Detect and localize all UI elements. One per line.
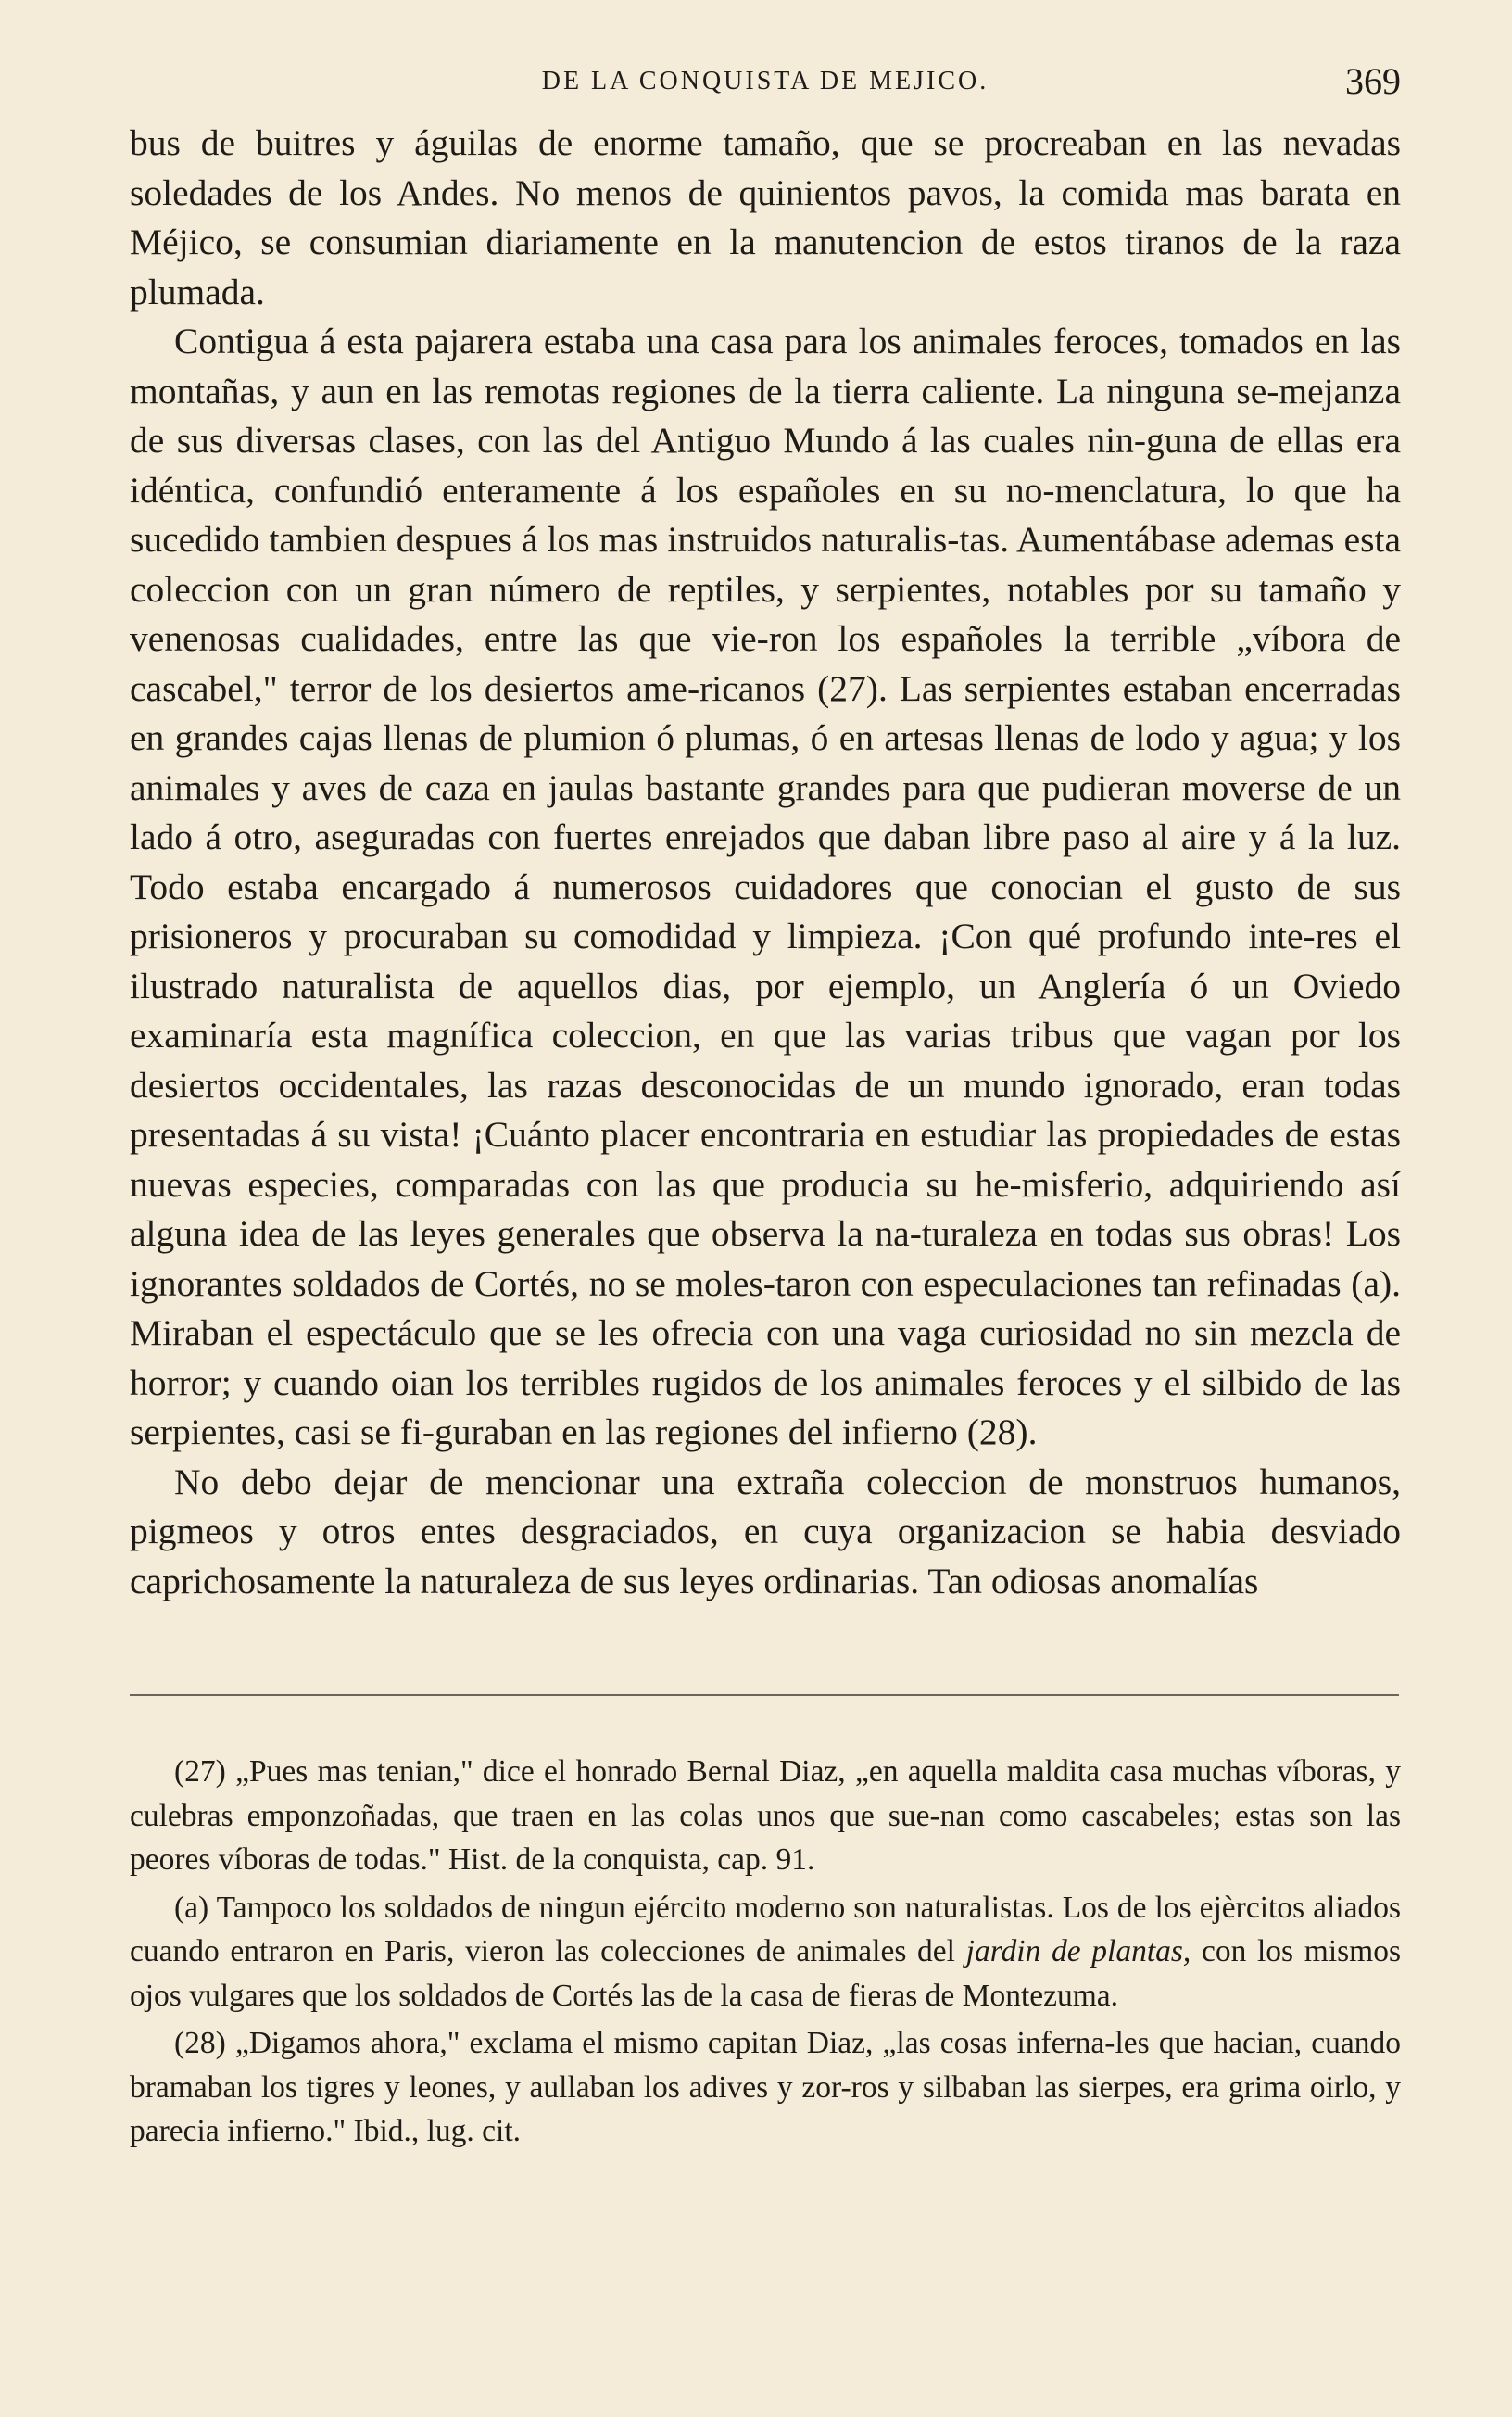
footnotes bbox=[130, 1750, 1401, 2154]
paragraph-menagerie: Contigua á esta pajarera estaba una casa para los animales feroces, tomados en las montañas, y aun en las remotas regiones de la tierra caliente. La ninguna se-mejanza de sus diversas clases, con las del Antiguo Mundo á las cuales nin-guna de ellas era idéntica, confundió enteramente á los españoles en su no-menclatura, lo que ha sucedido tambien despues á los mas instruidos naturalis-tas. Aumentábase ademas esta coleccion con un gran número de reptiles, y serpientes, notables por su tamaño y venenosas cualidades, entre las que vie-ron los españoles la terrible „víbora de cascabel," terror de los desiertos ame-ricanos (27). Las serpientes estaban encerradas en grandes cajas llenas de plumion ó plumas, ó en artesas llenas de lodo y agua; y los animales y aves de caza en jaulas bastante grandes para que pudieran moverse de un lado á otro, aseguradas con fuertes enrejados que daban libre paso al aire y á la luz. Todo estaba encargado á numerosos cuidadores que conocian el gusto de sus prisioneros y procuraban su comodidad y limpieza. ¡Con qué profundo inte-res el ilustrado naturalista de aquellos dias, por ejemplo, un Anglería ó un Oviedo examinaría esta magnífica coleccion, en que las varias tribus que vagan por los desiertos occidentales, las razas desconocidas de un mundo ignorado, eran todas presentadas á su vista! ¡Cuánto placer encontraria en estudiar las propiedades de estas nuevas especies, comparadas con las que producia su he-misferio, adquiriendo así alguna idea de las leyes generales que observa la na-turaleza en todas sus obras! Los ignorantes soldados de Cortés, no se moles-taron con especulaciones tan refinadas (a). Miraban el espectáculo que se les ofrecia con una vaga curiosidad no sin mezcla de horror; y cuando oian los terribles rugidos de los animales feroces y el silbido de las serpientes, casi se fi-guraban en las regiones del infierno (28). bbox=[130, 321, 1401, 1452]
footnote-divider bbox=[130, 1694, 1399, 1696]
footnote-a-text: (a) Tampoco los soldados de ningun ejército moderno son naturalistas. Los de los ejèrcitos aliados cuando entraron en Paris, vieron las colecciones de animales del bbox=[130, 1890, 1401, 1968]
footnote-a-italic: jardin de plantas, bbox=[965, 1934, 1191, 1968]
footnote-27: (27) „Pues mas tenian," dice el honrado Bernal Diaz, „en aquella maldita casa muchas víboras, y culebras emponzoñadas, que traen en las colas unos que sue-nan como cascabeles; estas son las peores víboras de todas." Hist. de la conquista, cap. 91. bbox=[130, 1754, 1401, 1877]
page-header bbox=[130, 60, 1401, 119]
footnote-a bbox=[130, 1886, 1401, 2018]
footnote-28: (28) „Digamos ahora," exclama el mismo capitan Diaz, „las cosas inferna-les que hacian, cuando bramaban los tigres y leones, y aullaban los adives y zor-ros y silbaban las sierpes, era grima oirlo, y parecia infierno." Ibid., lug. cit. bbox=[130, 2026, 1401, 2148]
running-head: DE LA CONQUISTA DE MEJICO. bbox=[541, 67, 989, 95]
paragraph-monsters: No debo dejar de mencionar una extraña coleccion de monstruos humanos, pigmeos y otros entes desgraciados, en cuya organizacion se habia desviado caprichosamente la naturaleza de sus leyes ordinarias. Tan odiosas anomalías bbox=[130, 1461, 1401, 1601]
paragraph-continued: bus de buitres y águilas de enorme tamaño, que se procreaban en las nevadas soledades de los Andes. No menos de quinientos pavos, la comida mas barata en Méjico, se consumian diariamente en la manutencion de estos tiranos de la raza plumada. bbox=[130, 122, 1401, 312]
page-number: 369 bbox=[1345, 60, 1401, 102]
main-text bbox=[130, 119, 1401, 1606]
footnote-a-rest: con los mismos ojos vulgares que los soldados de Cortés las de la casa de fieras de Montezuma. bbox=[130, 1934, 1402, 2013]
